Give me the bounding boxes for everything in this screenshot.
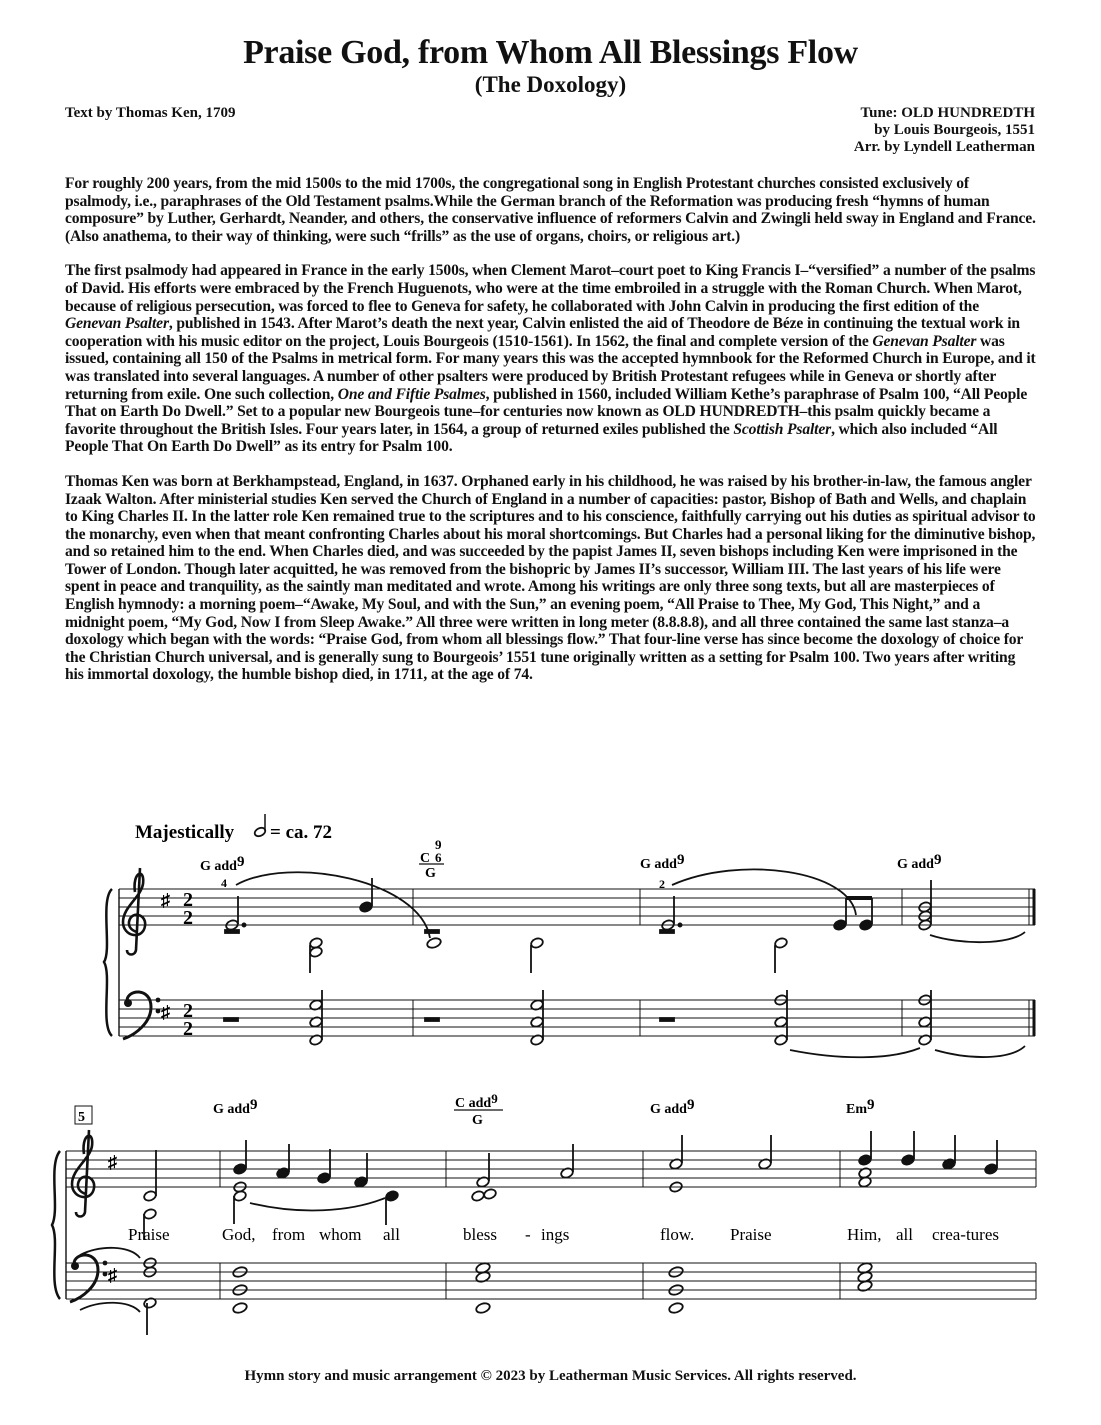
lyric-syllable: all (383, 1225, 400, 1244)
lyric-syllable: ings (541, 1225, 570, 1244)
chord-symbol-slash (454, 1091, 503, 1128)
grand-staff-brace (52, 1151, 60, 1299)
barlines-1 (119, 889, 1034, 1036)
lyric-syllable: bless (463, 1225, 497, 1244)
svg-text:9: 9 (435, 837, 442, 852)
hymn-story (65, 175, 1037, 701)
lyric-syllable: Him, (847, 1225, 882, 1244)
lyrics (128, 1225, 999, 1244)
tune-credit (854, 105, 1035, 156)
svg-text:C: C (420, 851, 431, 866)
lyric-syllable: crea-tures (932, 1225, 1000, 1244)
lyric-syllable: all (896, 1225, 913, 1244)
svg-text:2: 2 (183, 907, 193, 929)
lyric-syllable: Praise (128, 1225, 170, 1244)
tune-arranger: Arr. by Lyndell Leatherman (853, 139, 1035, 155)
key-signature-sharp: ♯ (108, 1152, 117, 1172)
time-signature-bass (183, 1000, 193, 1040)
lyric-syllable: Praise (730, 1225, 772, 1244)
tune-name: Tune: OLD HUNDREDTH (860, 105, 1035, 121)
treble-clef-icon (123, 868, 145, 955)
lyric-syllable: God, (222, 1225, 256, 1244)
tempo-value: = ca. 72 (270, 822, 333, 843)
chord-symbol: G add9 (897, 852, 942, 872)
key-signature-sharp: ♯ (161, 1002, 170, 1022)
bass-clef-icon (123, 992, 160, 1039)
page-title: Praise God, from Whom All Blessings Flow (243, 34, 858, 71)
treble-clef-icon (72, 1130, 94, 1217)
chord-symbol-slash (419, 837, 444, 881)
svg-text:2: 2 (183, 889, 193, 911)
svg-text:2: 2 (183, 1018, 193, 1040)
lyric-syllable: whom (319, 1225, 362, 1244)
time-signature-treble (183, 889, 193, 929)
svg-text:2: 2 (183, 1000, 193, 1022)
grand-staff-brace (104, 889, 112, 1036)
treble-staff-2 (66, 1151, 1036, 1187)
svg-text:6: 6 (435, 850, 442, 865)
page-subtitle: (The Doxology) (474, 72, 627, 97)
lyric-syllable: - (525, 1225, 531, 1244)
music-score (0, 800, 1101, 1360)
chord-symbol: G add9 (213, 1097, 258, 1117)
fingering: 2 (659, 877, 665, 891)
key-signature-sharp: ♯ (161, 890, 170, 910)
story-paragraph-1: For roughly 200 years, from the mid 1500s to the mid 1700s, the congregational song in English Protestant churches consisted exclusively of psalmody, i.e., paraphrases of the Old Testament psalms.While the German branch of the Reformation was producing fresh “hymns of human composure” by Luther, Gerhardt, Neander, and others, the conservative influence of reformers Calvin and Zwingli held sway in England and France. (Also anathema, to their way of thinking, were such “frills” as the use of organs, choirs, or religious art.) (65, 175, 1036, 245)
copyright-footer: Hymn story and music arrangement © 2023 by Leatherman Music Services. All rights reserved. (244, 1368, 857, 1384)
lyric-syllable: from (272, 1225, 306, 1244)
notes-bass-2 (80, 1248, 873, 1335)
svg-text:G: G (425, 866, 436, 881)
treble-staff-1 (119, 889, 1035, 925)
chord-symbol: Em9 (846, 1097, 875, 1117)
chord-symbol: G add9 (650, 1097, 695, 1117)
measure-number: 5 (78, 1110, 85, 1125)
bass-clef-icon (70, 1255, 107, 1302)
half-note-icon (253, 814, 266, 838)
bass-staff-2 (66, 1263, 1036, 1299)
chord-symbol: G add9 (640, 852, 685, 872)
text-credit: Text by Thomas Ken, 1709 (65, 105, 236, 121)
svg-text:G: G (472, 1113, 483, 1128)
tune-composer: by Louis Bourgeois, 1551 (874, 122, 1035, 138)
story-paragraph-3: Thomas Ken was born at Berkhampstead, England, in 1637. Orphaned early in his childhood, he was raised by his brother-in-law, the famous angler Izaak Walton. After ministerial studies Ken served the Church of England in a number of capacities: pastor, Bishop of Bath and Wells, and chaplain to King Charles II. In the latter role Ken remained true to the scriptures and to his conscience, faithfully carrying out his duties as spiritual advisor to the monarchy, even when that meant confronting Charles about his moral shortcomings. But Charles had a personal liking for the diminutive bishop, and so retained him to the end. When Charles died, and was succeeded by the papist James II, seven bishops including Ken were imprisoned in the Tower of London. Though later acquitted, he was removed from the bishopric by James II’s successor, William III. The last years of his life were spent in peace and tranquility, as the saintly man meditated and wrote. Among his writings are only three song texts, but all are masterpieces of English hymnody: a morning poem–“Awake, My Soul, and with the Sun,” an evening poem, “All Praise to Thee, My God, This Night,” and a midnight poem, “My God, Now I from Sleep Awake.” All three were written in long meter (8.8.8.8), and all three contained the same last stanza–a doxology which began with the words: “Praise God, from whom all blessings flow.” That four-line verse has since become the doxology of choice for the Christian Church universal, and is generally sung to Bourgeois’ 1551 tune originally written as a setting for Psalm 100. Two years after writing his immortal doxology, the humble bishop died, in 1711, at the age of 74. (65, 472, 1036, 684)
chord-symbol: G add9 (200, 854, 245, 874)
bass-staff-1 (119, 1000, 1035, 1036)
fingering: 4 (221, 876, 227, 890)
story-paragraph-2: The first psalmody had appeared in France in the early 1500s, when Clement Marot–court poet to King Francis I–“versified” a number of the psalms of David. His efforts were embraced by the French Huguenots, who were at the time embroiled in a struggle with the Roman Church. When Marot, because of religious persecution, was forced to flee to Geneva for safety, he collaborated with John Calvin in producing the first edition of the Genevan Psalter, published in 1543. After Marot’s death the next year, Calvin enlisted the aid of Theodore de Béze in continuing the textual work in cooperation with his music editor on the project, Louis Bourgeois (1510-1561). In 1562, the final and complete version of the Genevan Psalter was issued, containing all 150 of the Psalms in metrical form. For many years this was the accepted hymnbook for the Reformed Church in Europe, and it was translated into several languages. A number of other psalters were produced by British Protestant refugees while in Geneva or shortly after returning from exile. One such collection, One and Fiftie Psalmes, published in 1560, included William Kethe’s paraphrase of Psalm 100, “All People That on Earth Do Dwell.” Set to a popular new Bourgeois tune–for centuries now known as OLD HUNDREDTH–this psalm quickly became a favorite throughout the British Isles. Four years later, in 1564, a group of returned exiles published the Scottish Psalter, which also included “All People That On Earth Do Dwell” as its entry for Psalm 100. (65, 262, 1036, 456)
svg-text:C add9: C add9 (455, 1091, 498, 1111)
key-signature-sharp: ♯ (108, 1265, 117, 1285)
notes-treble-2 (143, 1131, 998, 1240)
lyric-syllable: flow. (660, 1225, 695, 1244)
tempo-text: Majestically (135, 822, 235, 843)
notes-treble-1 (225, 869, 1025, 973)
